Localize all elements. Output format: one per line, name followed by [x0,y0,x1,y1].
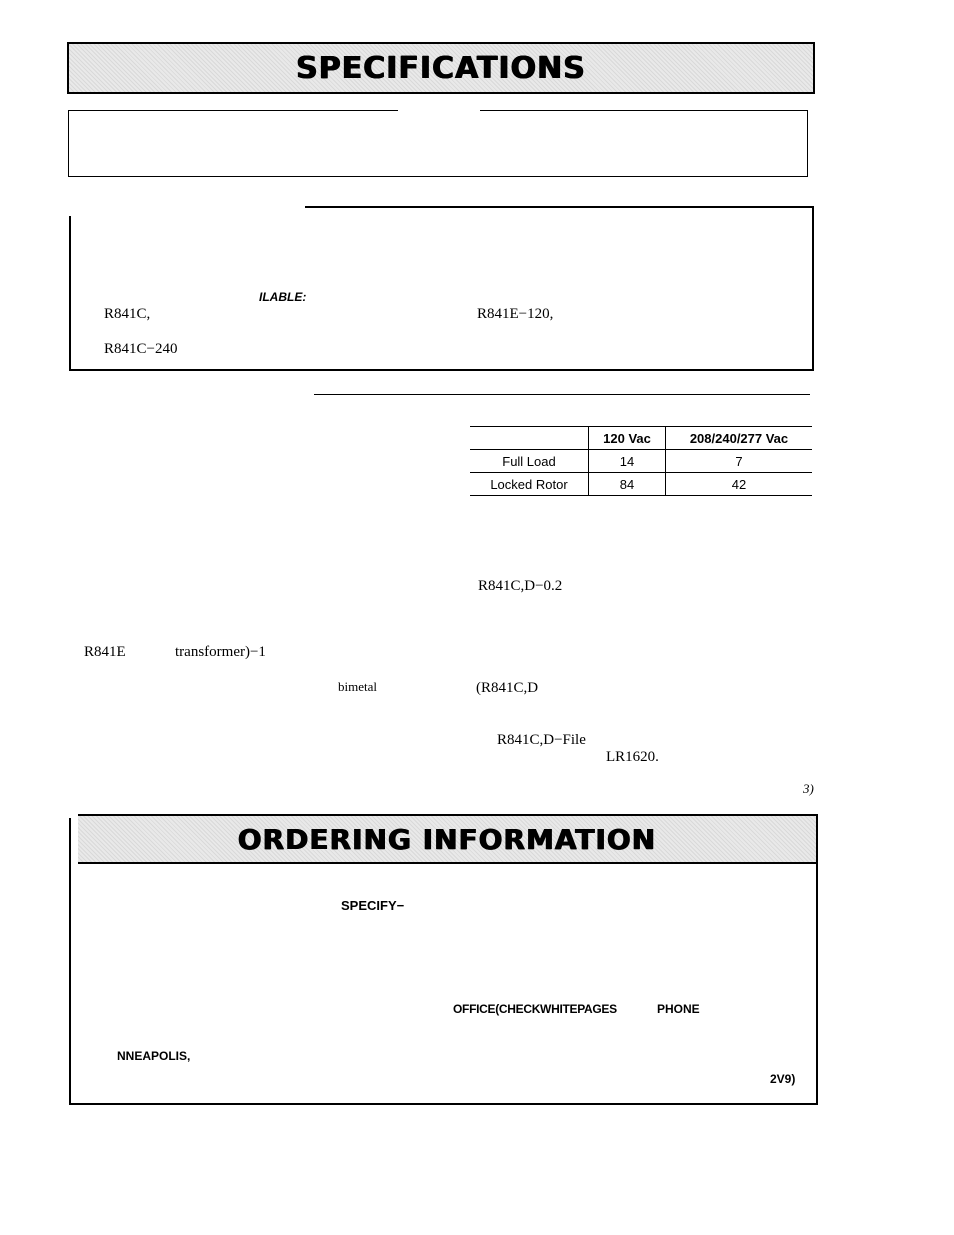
cell-value: 7 [666,450,813,473]
specifications-title: SPECIFICATIONS [296,50,586,86]
model-r841e-120: R841E−120, [477,306,554,322]
table-header-120vac: 120 Vac [589,427,666,450]
ordering-information-title: ORDERING INFORMATION [237,822,657,856]
footnote-marker: 3) [803,781,814,796]
ratings-table [470,426,812,496]
table-header-blank [470,427,589,450]
cell-value: 42 [666,473,813,496]
ordering-specify: SPECIFY− [341,898,405,913]
detail-r841cd-paren: (R841C,D [476,680,539,696]
ordering-information-banner [78,814,818,864]
ordering-postal-code: 2V9) [770,1072,796,1086]
table-row [470,473,812,496]
ordering-minneapolis: NNEAPOLIS, [117,1049,191,1063]
detail-lr1620: LR1620. [606,749,659,765]
detail-r841e: R841E [84,644,126,660]
model-r841c-240: R841C−240 [104,341,178,357]
detail-r841cd-02: R841C,D−0.2 [478,578,563,594]
models-available-label: ILABLE: [259,290,307,304]
cell-value: 84 [589,473,666,496]
detail-transformer: transformer)−1 [175,644,266,660]
specifications-banner [67,42,815,94]
model-r841c: R841C, [104,306,151,322]
detail-r841cd-file: R841C,D−File [497,732,586,748]
detail-bimetal: bimetal [338,679,377,694]
row-label-locked-rotor: Locked Rotor [470,473,589,496]
ordering-office: OFFICE(CHECKWHITEPAGES [453,1002,617,1016]
cell-value: 14 [589,450,666,473]
table-header-208-240-277vac: 208/240/277 Vac [666,427,813,450]
table-row [470,450,812,473]
ordering-phone: PHONE [657,1002,700,1016]
row-label-full-load: Full Load [470,450,589,473]
section-rule [314,394,810,395]
